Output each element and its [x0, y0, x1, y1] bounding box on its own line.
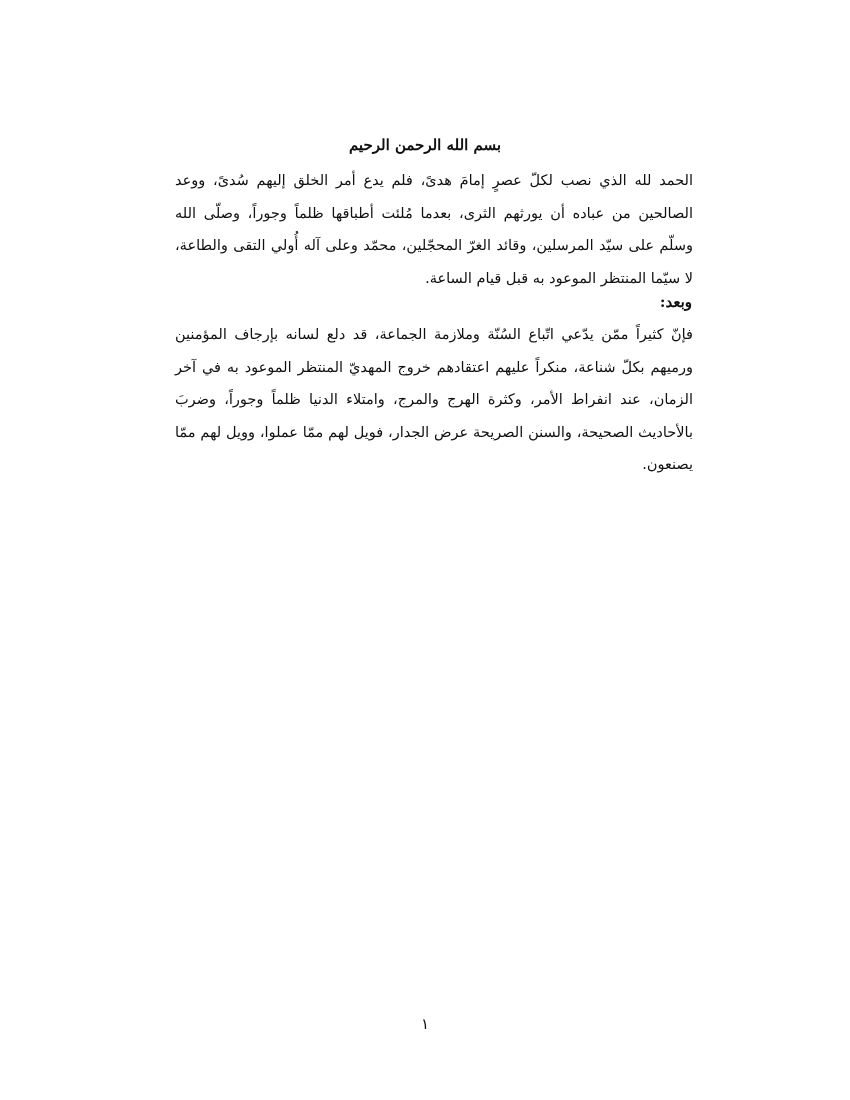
section-heading: وبعد:	[659, 293, 692, 311]
body-paragraph: فإنّ كثيراً ممّن يدّعي اتّباع السُنّة وملازمة الجماعة، قد دلع لسانه بإرجاف المؤمنين ورميهم بكلّ شناعة، منكراً عليهم اعتقادهم خروج المهديّ المنتظر الموعود به في آخر الزمان، عند انفراط الأمر، وكثرة الهرج والمرج، وامتلاء الدنيا ظلماً وجوراً، وضربَ بالأحاديث الصحيحة، والسنن الصريحة عرض الجدار، فويل لهم ممّا عملوا، وويل لهم ممّا يصنعون.	[175, 327, 693, 473]
basmala-title: بسم الله الرحمن الرحيم	[348, 136, 502, 154]
opening-paragraph: الحمد لله الذي نصب لكلّ عصرٍ إمامَ هدىً، فلم يدع أمر الخلق إليهم سُدىً، ووعد الصالحين من عباده أن يورثهم الثرى، بعدما مُلئت أطباقها ظلماً وجوراً، وصلّى الله وسلّم على سيّد المرسلين، وقائد الغرّ المحجّلين، محمّد وعلى آله أُولي التقى والطاعة، لا سيّما المنتظر الموعود به قبل قيام الساعة.	[175, 173, 693, 287]
page-number: ١	[420, 1015, 430, 1033]
